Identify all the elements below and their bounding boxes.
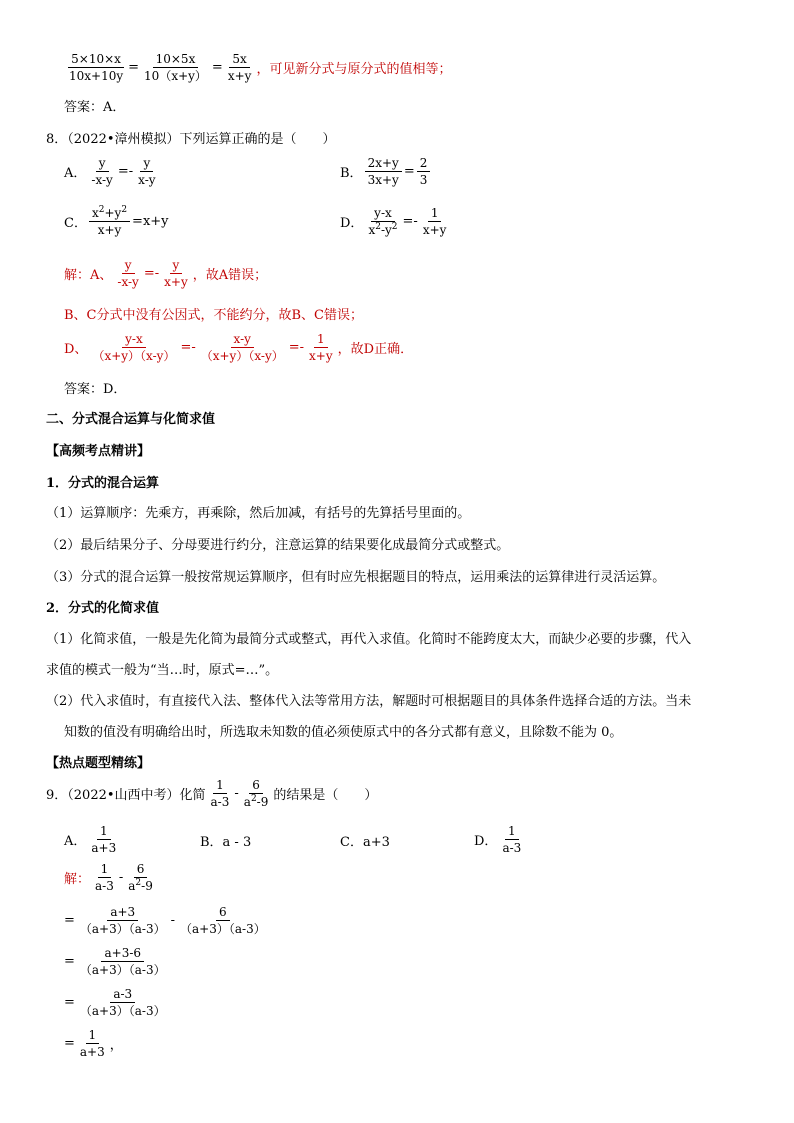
paragraph: （2）最后结果分子、分母要进行约分，注意运算的结果要化成最简分式或整式。 (46, 538, 510, 553)
fraction: $\frac{5\times 10\times x}{10x+10y}$ (69, 52, 124, 83)
paragraph: （1）化简求值，一般是先化简为最简分式或整式，再代入求值。化简时不能跨度太大，而缺少必要的步骤，代入 (46, 632, 692, 647)
q9-solution-step4: = $\frac{1}{a+3}$ ， (64, 1028, 123, 1059)
q8-option-a: A． $\frac{y}{-x-y}$ =- $\frac{y}{x-y}$ (64, 156, 156, 187)
q8-solution-a: 解：A、 $\frac{y}{-x-y}$ =- $\frac{y}{x+y}$ ，故A错误； (64, 258, 268, 289)
section-title: 二、分式混合运算与化简求值 (46, 412, 216, 427)
q8-option-b: B． $\frac{2x+y}{3x+y}$ = $\frac{2}{3}$ (340, 156, 432, 187)
q9-option-c: C．a+3 (340, 835, 390, 850)
fraction: $\frac{5x}{x+y}$ (227, 52, 252, 83)
paragraph: 求值的模式一般为“当…时，原式=…”。 (46, 663, 279, 678)
q9-option-d: D． $\frac{1}{a-3}$ (474, 824, 522, 855)
q8-solution-bc: B、C分式中没有公因式，不能约分，故B、C错误； (64, 308, 364, 323)
q9-solution-step2: = $\frac{a+3-6}{(a+3)(a-3)}$ (64, 946, 166, 977)
q8-solution-d: D、 $\frac{y-x}{(x+y)(x-y)}$ =- $\frac{x-y}{(x+y)(x-y)}$ =- $\frac{1}{x+y}$ ，故D正确． (64, 332, 414, 363)
subsection-heading: 【高频考点精讲】 (46, 444, 151, 459)
q9-option-a: A． $\frac{1}{a+3}$ (64, 824, 117, 855)
paragraph: （1）运算顺序：先乘方，再乘除，然后加减，有括号的先算括号里面的。 (46, 506, 471, 521)
paragraph: （3）分式的混合运算一般按常规运算顺序，但有时应先根据题目的特点，运用乘法的运算律进行灵活运算。 (46, 570, 666, 585)
q9-solution-step3: = $\frac{a-3}{(a+3)(a-3)}$ (64, 987, 166, 1018)
answer-7: 答案：A． (64, 100, 126, 115)
fraction: $\frac{10\times 5x}{10(x+y)}$ (144, 52, 207, 83)
q8-option-c: C． $\frac{x^2+y^2}{x+y}$ =x+y (64, 205, 169, 237)
q9-solution-step0: 解： $\frac{1}{a-3}$ - $\frac{6}{a^2-9}$ (64, 862, 153, 893)
topic-heading: 2．分式的化简求值 (46, 601, 160, 616)
topic-heading: 1．分式的混合运算 (46, 476, 160, 491)
paragraph: 知数的值没有明确给出时，所选取未知数的值必须使原式中的各分式都有意义，且除数不能为 0。 (64, 725, 623, 740)
top-fraction-line: $\frac{5\times 10\times x}{10x+10y}$ = $\frac{10\times 5x}{10(x+y)}$ = $\frac{5x}{x+y}$ ，可见新分式与原分式的值相等； (64, 52, 451, 83)
q9-stem: 9．（2022•山西中考）化简 $\frac{1}{a-3}$ - $\frac{6}{a^2-9}$ 的结果是（ ） (46, 778, 378, 809)
q8-answer: 答案：D． (64, 382, 127, 397)
q8-stem: 8．（2022•漳州模拟）下列运算正确的是（ ） (46, 132, 336, 147)
subsection-heading: 【热点题型精练】 (46, 756, 151, 771)
q9-solution-step1: = $\frac{a+3}{(a+3)(a-3)}$ - $\frac{6}{(a+3)(a-3)}$ (64, 905, 266, 936)
q8-option-d: D． $\frac{y-x}{x^2-y^2}$ =- $\frac{1}{x+y}$ (340, 206, 447, 237)
paragraph: （2）代入求值时，有直接代入法、整体代入法等常用方法，解题时可根据题目的具体条件选择合适的方法。当未 (46, 694, 692, 709)
q9-option-b: B．a - 3 (200, 835, 252, 850)
